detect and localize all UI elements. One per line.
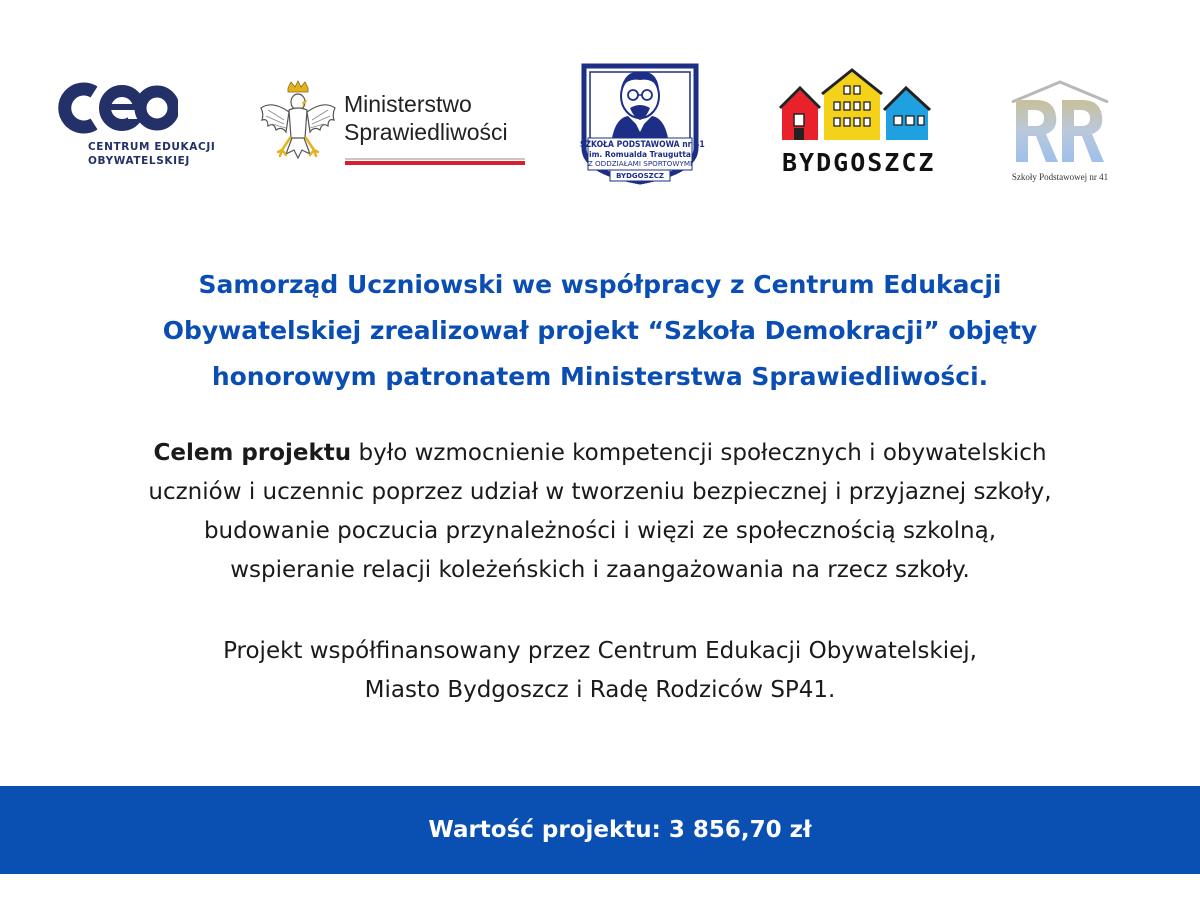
funding-line2: Miasto Bydgoszcz i Radę Rodziców SP41. bbox=[364, 677, 836, 703]
project-value-text: Wartość projektu: 3 856,70 zł bbox=[428, 817, 812, 843]
colorful-houses-icon bbox=[778, 68, 938, 148]
goal-line3: budowanie poczucia przynależności i więzi ze społecznością szkolną, bbox=[203, 518, 997, 544]
ministry-line2: Sprawiedliwości bbox=[344, 119, 508, 145]
ministry-line1: Ministerstwo bbox=[344, 91, 472, 117]
ceo-logo bbox=[58, 82, 238, 172]
rr-logo bbox=[990, 80, 1130, 190]
school-line2: im. Romualda Traugutta bbox=[589, 150, 691, 159]
goal-line4: wspieranie relacji koleżeńskich i zaangażowania na rzecz szkoły. bbox=[230, 557, 970, 583]
project-value-banner bbox=[0, 786, 1200, 874]
bydgoszcz-logo bbox=[778, 68, 938, 184]
goal-line1 bbox=[40, 434, 1160, 473]
school-line3: Z ODDZIAŁAMI SPORTOWYMI bbox=[587, 159, 693, 168]
ceo-line2: OBYWATELSKIEJ bbox=[88, 155, 190, 167]
goal-line2: uczniów i uczennic poprzez udział w tworzeniu bezpiecznej i przyjaznej szkoły, bbox=[148, 479, 1052, 505]
rr-caption: Szkoły Podstawowej nr 41 bbox=[1011, 172, 1109, 182]
school-logo bbox=[576, 62, 704, 186]
school-line1: SZKOŁA PODSTAWOWA nr 41 bbox=[580, 140, 705, 150]
headline bbox=[60, 262, 1140, 400]
headline-line3: honorowym patronatem Ministerstwa Sprawiedliwości. bbox=[211, 362, 989, 391]
ministry-name bbox=[344, 90, 508, 146]
flag-red-stripe bbox=[345, 161, 525, 165]
funding-info bbox=[60, 632, 1140, 710]
flag-white-stripe bbox=[345, 158, 525, 160]
goal-line1-rest: było wzmocnienie kompetencji społecznych i obywatelskich bbox=[351, 440, 1047, 466]
project-goal bbox=[40, 434, 1160, 590]
ceo-logo-text bbox=[88, 140, 215, 168]
school-line4: BYDGOSZCZ bbox=[616, 172, 664, 180]
white-eagle-emblem-icon bbox=[258, 80, 338, 170]
ministry-logo bbox=[258, 80, 533, 172]
funding-line1: Projekt współfinansowany przez Centrum Edukacji Obywatelskiej, bbox=[223, 638, 977, 664]
bydgoszcz-wordmark: BYDGOSZCZ bbox=[782, 148, 936, 177]
ceo-line1: CENTRUM EDUKACJI bbox=[88, 141, 216, 153]
headline-line2: Obywatelskiej zrealizował projekt “Szkoła Demokracji” objęty bbox=[162, 316, 1038, 345]
ceo-logo-icon bbox=[58, 82, 178, 134]
rr-monogram-icon bbox=[1008, 80, 1112, 166]
goal-label: Celem projektu bbox=[153, 440, 352, 466]
headline-line1: Samorząd Uczniowski we współpracy z Centrum Edukacji bbox=[198, 270, 1002, 299]
